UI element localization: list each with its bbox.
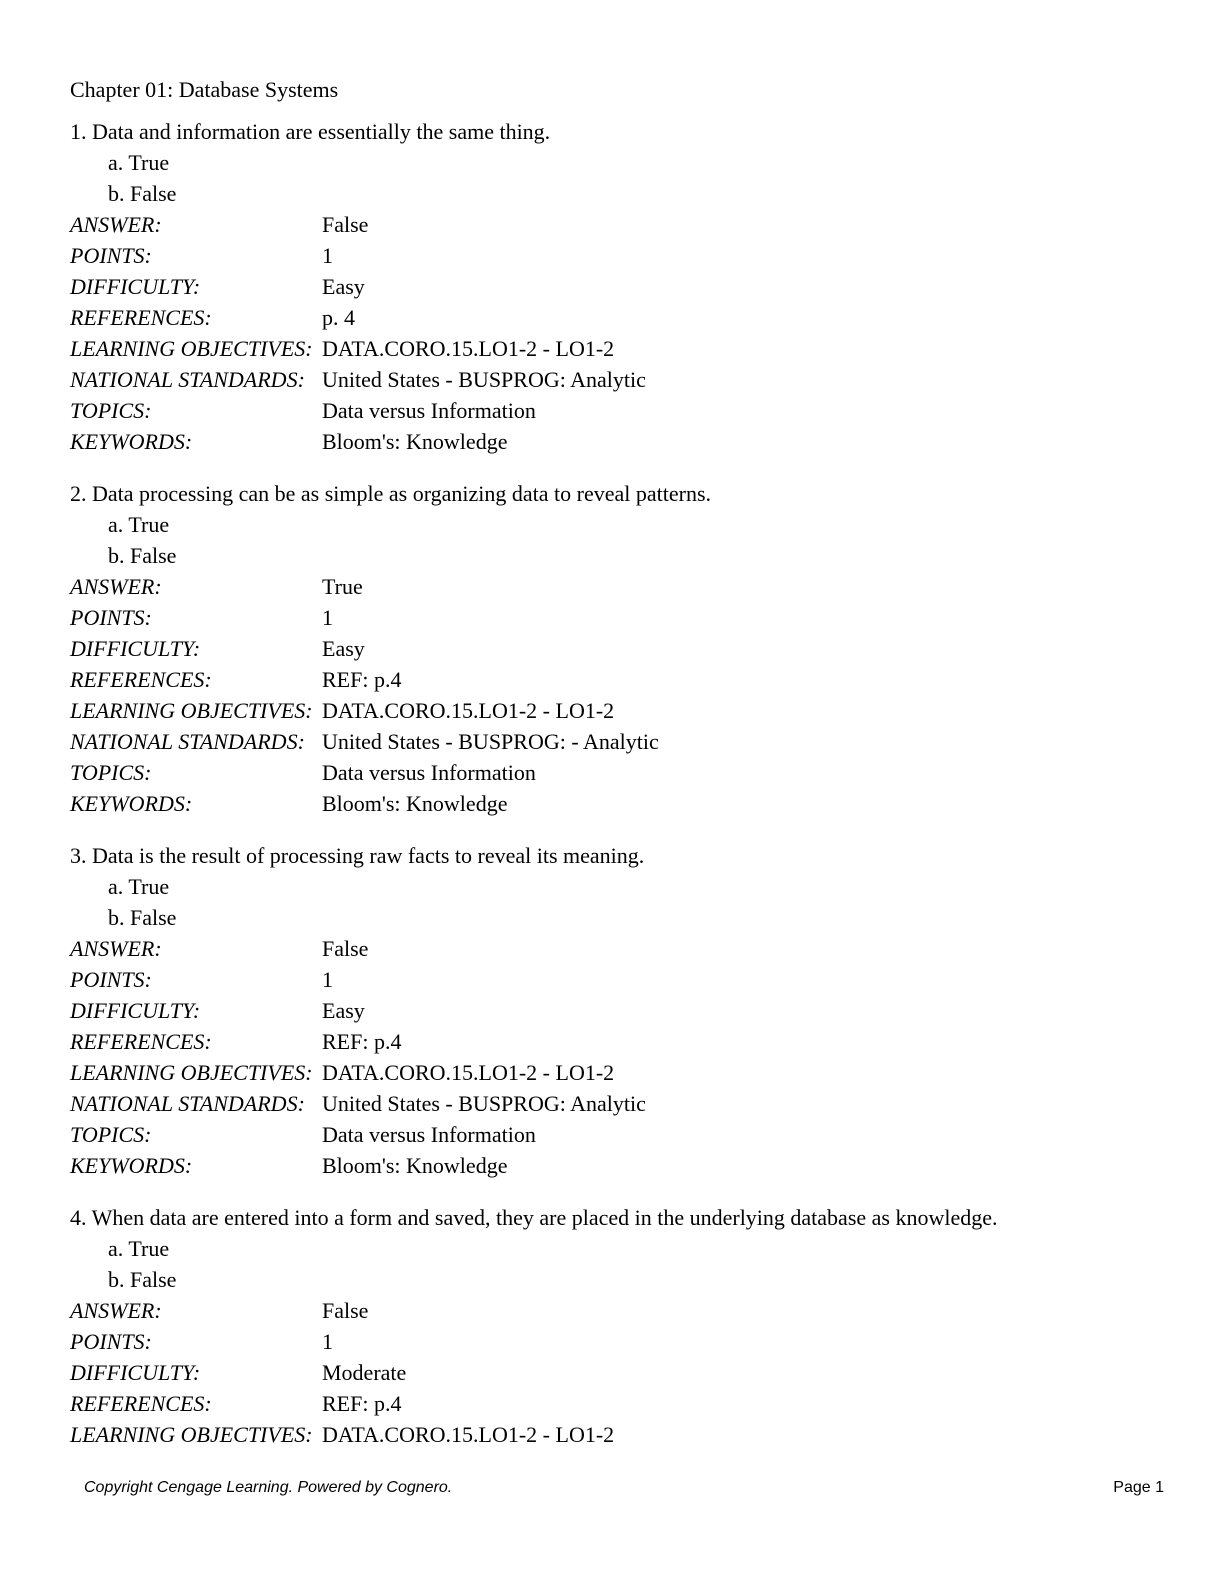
learning-objectives-value: DATA.CORO.15.LO1-2 - LO1-2 <box>322 1422 615 1447</box>
points-label: POINTS: <box>70 243 152 268</box>
meta-row <box>70 426 1164 457</box>
references-label: REFERENCES: <box>70 305 212 330</box>
option-a: a. True <box>108 1236 170 1261</box>
references-value: REF: p.4 <box>322 667 402 692</box>
question-text: 2. Data processing can be as simple as organizing data to reveal patterns. <box>70 481 712 506</box>
document-page <box>70 74 1164 1450</box>
topics-value: Data versus Information <box>322 398 536 423</box>
references-value: REF: p.4 <box>322 1029 402 1054</box>
meta-row <box>70 933 1164 964</box>
national-standards-label: NATIONAL STANDARDS: <box>70 729 305 754</box>
meta-row <box>70 395 1164 426</box>
question-metadata <box>70 1295 1164 1450</box>
page-footer <box>84 1478 1164 1498</box>
meta-row <box>70 1150 1164 1181</box>
question-text: 1. Data and information are essentially the same thing. <box>70 119 551 144</box>
meta-row <box>70 664 1164 695</box>
answer-label: ANSWER: <box>70 936 162 961</box>
learning-objectives-value: DATA.CORO.15.LO1-2 - LO1-2 <box>322 698 615 723</box>
difficulty-label: DIFFICULTY: <box>70 1360 201 1385</box>
points-value: 1 <box>322 243 333 268</box>
meta-row <box>70 1026 1164 1057</box>
meta-row <box>70 1388 1164 1419</box>
points-value: 1 <box>322 605 333 630</box>
meta-row <box>70 788 1164 819</box>
question-block-3 <box>70 840 1164 1181</box>
answer-label: ANSWER: <box>70 574 162 599</box>
meta-row <box>70 695 1164 726</box>
topics-label: TOPICS: <box>70 760 152 785</box>
meta-row <box>70 1119 1164 1150</box>
option-a: a. True <box>108 150 170 175</box>
difficulty-label: DIFFICULTY: <box>70 274 201 299</box>
keywords-value: Bloom's: Knowledge <box>322 429 508 454</box>
answer-label: ANSWER: <box>70 212 162 237</box>
option-b: b. False <box>108 905 177 930</box>
meta-row <box>70 209 1164 240</box>
question-text: 4. When data are entered into a form and saved, they are placed in the underlying database as knowledge. <box>70 1205 998 1230</box>
footer-page-number: Page 1 <box>1113 1479 1164 1496</box>
question-metadata <box>70 571 1164 819</box>
question-metadata <box>70 933 1164 1181</box>
chapter-title: Chapter 01: Database Systems <box>70 77 339 102</box>
learning-objectives-value: DATA.CORO.15.LO1-2 - LO1-2 <box>322 1060 615 1085</box>
meta-row <box>70 726 1164 757</box>
option-b: b. False <box>108 1267 177 1292</box>
meta-row <box>70 240 1164 271</box>
references-label: REFERENCES: <box>70 1391 212 1416</box>
meta-row <box>70 602 1164 633</box>
meta-row <box>70 757 1164 788</box>
difficulty-value: Moderate <box>322 1360 407 1385</box>
topics-label: TOPICS: <box>70 1122 152 1147</box>
difficulty-value: Easy <box>322 998 365 1023</box>
national-standards-value: United States - BUSPROG: Analytic <box>322 367 646 392</box>
difficulty-label: DIFFICULTY: <box>70 998 201 1023</box>
question-block-2 <box>70 478 1164 819</box>
points-label: POINTS: <box>70 1329 152 1354</box>
meta-row <box>70 571 1164 602</box>
meta-row <box>70 1295 1164 1326</box>
learning-objectives-value: DATA.CORO.15.LO1-2 - LO1-2 <box>322 336 615 361</box>
keywords-value: Bloom's: Knowledge <box>322 791 508 816</box>
meta-row <box>70 364 1164 395</box>
question-text: 3. Data is the result of processing raw facts to reveal its meaning. <box>70 843 645 868</box>
meta-row <box>70 633 1164 664</box>
meta-row <box>70 1057 1164 1088</box>
topics-label: TOPICS: <box>70 398 152 423</box>
option-a: a. True <box>108 874 170 899</box>
learning-objectives-label: LEARNING OBJECTIVES: <box>70 698 313 723</box>
keywords-value: Bloom's: Knowledge <box>322 1153 508 1178</box>
question-metadata <box>70 209 1164 457</box>
difficulty-value: Easy <box>322 274 365 299</box>
option-b: b. False <box>108 181 177 206</box>
learning-objectives-label: LEARNING OBJECTIVES: <box>70 1060 313 1085</box>
meta-row <box>70 271 1164 302</box>
option-b: b. False <box>108 543 177 568</box>
difficulty-value: Easy <box>322 636 365 661</box>
topics-value: Data versus Information <box>322 760 536 785</box>
question-block-4 <box>70 1202 1164 1450</box>
points-value: 1 <box>322 967 333 992</box>
references-label: REFERENCES: <box>70 667 212 692</box>
learning-objectives-label: LEARNING OBJECTIVES: <box>70 1422 313 1447</box>
answer-value: False <box>322 1298 369 1323</box>
option-a: a. True <box>108 512 170 537</box>
meta-row <box>70 1088 1164 1119</box>
answer-value: False <box>322 212 369 237</box>
difficulty-label: DIFFICULTY: <box>70 636 201 661</box>
meta-row <box>70 1419 1164 1450</box>
points-value: 1 <box>322 1329 333 1354</box>
meta-row <box>70 302 1164 333</box>
meta-row <box>70 1326 1164 1357</box>
answer-value: False <box>322 936 369 961</box>
meta-row <box>70 333 1164 364</box>
national-standards-label: NATIONAL STANDARDS: <box>70 367 305 392</box>
meta-row <box>70 964 1164 995</box>
meta-row <box>70 995 1164 1026</box>
references-value: REF: p.4 <box>322 1391 402 1416</box>
references-value: p. 4 <box>322 305 355 330</box>
keywords-label: KEYWORDS: <box>70 1153 193 1178</box>
points-label: POINTS: <box>70 605 152 630</box>
national-standards-value: United States - BUSPROG: - Analytic <box>322 729 659 754</box>
answer-value: True <box>322 574 363 599</box>
points-label: POINTS: <box>70 967 152 992</box>
meta-row <box>70 1357 1164 1388</box>
answer-label: ANSWER: <box>70 1298 162 1323</box>
national-standards-value: United States - BUSPROG: Analytic <box>322 1091 646 1116</box>
keywords-label: KEYWORDS: <box>70 791 193 816</box>
footer-copyright: Copyright Cengage Learning. Powered by Cognero. <box>84 1479 453 1496</box>
question-block-1 <box>70 116 1164 457</box>
references-label: REFERENCES: <box>70 1029 212 1054</box>
national-standards-label: NATIONAL STANDARDS: <box>70 1091 305 1116</box>
keywords-label: KEYWORDS: <box>70 429 193 454</box>
learning-objectives-label: LEARNING OBJECTIVES: <box>70 336 313 361</box>
topics-value: Data versus Information <box>322 1122 536 1147</box>
